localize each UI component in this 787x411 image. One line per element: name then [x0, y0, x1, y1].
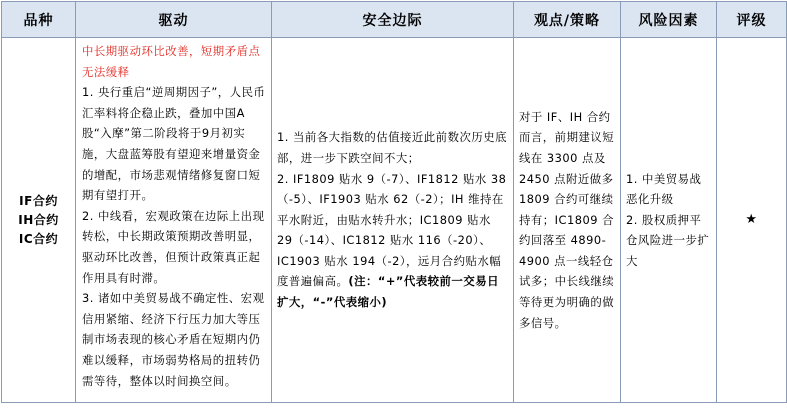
safety-margin-point-1: 1. 当前各大指数的估值接近此前数次历史底部，进一步下跌空间不大； [277, 130, 508, 165]
table-row [2, 38, 787, 403]
header-row [2, 2, 787, 38]
view-strategy-cell: 对于 IF、IH 合约而言，前期建议短线在 3300 点及 2450 点附近做多 1809 合约可继续持有；IC1809 合约回落至 4890-4900 点一线轻仓试多；中长线继续等待更为明确的做多信号。 [514, 38, 621, 403]
header-risk-factors: 风险因素 [621, 2, 717, 38]
risk-factors-cell [621, 38, 717, 403]
variety-ih: IH合约 [18, 212, 59, 227]
variety-ic: IC合约 [18, 231, 59, 246]
drivers-headline: 中长期驱动环比改善，短期矛盾点无法缓释 [82, 44, 261, 79]
risk-factor-2: 2. 股权质押平仓风险进一步扩大 [626, 212, 710, 268]
rating-cell [717, 38, 787, 403]
futures-strategy-table [1, 1, 787, 403]
drivers-cell [76, 38, 272, 403]
risk-factor-1: 1. 中美贸易战恶化升级 [626, 171, 702, 207]
drivers-item-1: 1. 央行重启“逆周期因子”，人民币汇率料将企稳止跌，叠加中国A股“入摩”第二阶段将于9月初实施，大盘蓝筹股有望迎来增量资金的增配，市场悲观情绪修复窗口短期有望打开。 [82, 85, 266, 203]
header-rating: 评级 [717, 2, 787, 38]
drivers-item-3: 3. 诸如中美贸易战不确定性、宏观信用紧缩、经济下行压力加大等压制市场表现的核心矛盾在短期内仍难以缓释，市场弱势格局的扭转仍需等待，整体以时间换空间。 [82, 291, 265, 388]
drivers-item-2: 2. 中线看，宏观政策在边际上出现转松，中长期政策预期改善明显，驱动环比改善，但预计政策真正起作用具有时滞。 [82, 208, 265, 285]
variety-cell [2, 38, 76, 403]
safety-margin-cell [272, 38, 514, 403]
safety-margin-note: (注：“+”代表较前一交易日扩大，“-”代表缩小) [277, 274, 499, 310]
header-safety-margin: 安全边际 [272, 2, 514, 38]
header-drivers: 驱动 [76, 2, 272, 38]
safety-margin-point-2: 2. IF1809 贴水 9（-7）、IF1812 贴水 38（-5）、IF1903 贴水 62（-2）；IH 维持在平水附近，由贴水转升水；IC1809 贴水 29（-14）、IC1812 贴水 116（-20）、IC1903 贴水 194（-2），远月合约贴水幅度普遍偏高。 [277, 171, 507, 289]
variety-if: IF合约 [19, 193, 58, 208]
header-view-strategy: 观点/策略 [514, 2, 621, 38]
star-icon: ★ [745, 212, 758, 228]
header-variety: 品种 [2, 2, 76, 38]
